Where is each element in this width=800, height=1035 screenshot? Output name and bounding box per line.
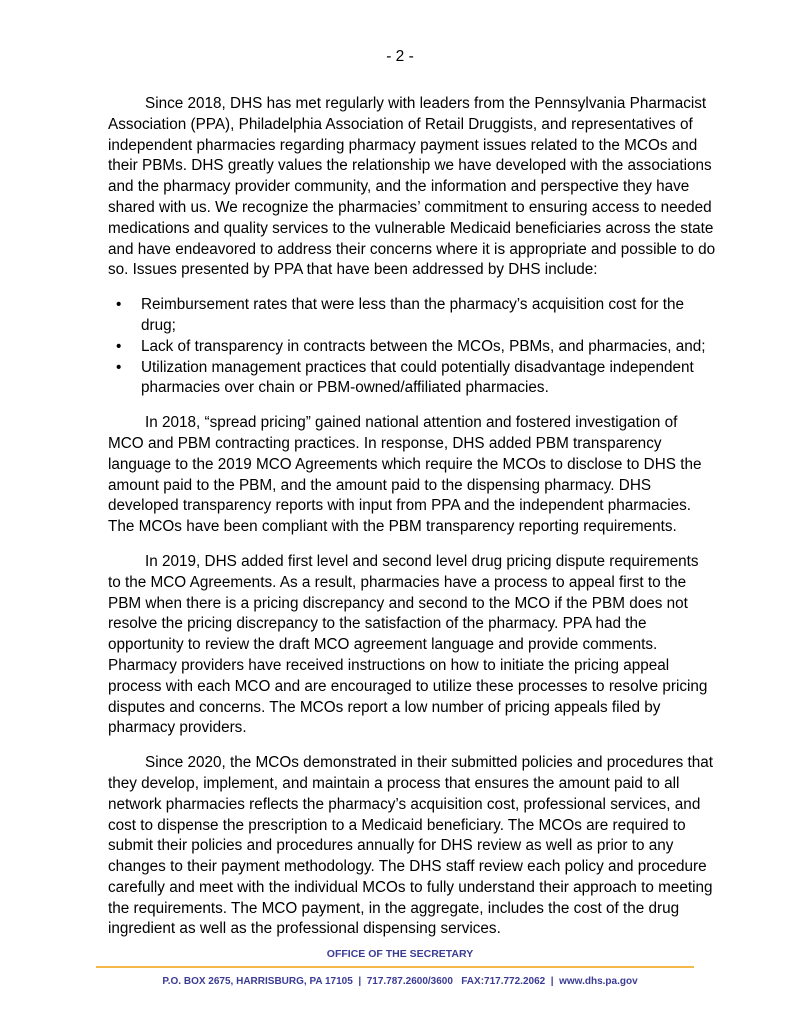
text-line: carefully and meet with the individual MCOs to fully understand their approach to meeting: [108, 878, 713, 896]
text-line: submit their policies and procedures annually for DHS review as well as prior to any: [108, 837, 674, 855]
text-line: disputes and concerns. The MCOs report a low number of pricing appeals filed by: [108, 698, 661, 716]
bullet-icon: •: [116, 337, 122, 355]
text-line: Since 2020, the MCOs demonstrated in their submitted policies and procedures that: [145, 754, 713, 772]
text-line: ingredient as well as the professional dispensing services.: [108, 920, 501, 938]
text-line: and the pharmacy provider community, and the information and perspective they have: [108, 178, 690, 196]
bullet-icon: •: [116, 296, 122, 314]
text-line: Since 2018, DHS has met regularly with leaders from the Pennsylvania Pharmacist: [145, 95, 707, 112]
text-line: resolve the pricing discrepancy to the satisfaction of the pharmacy. PPA had the: [108, 615, 647, 633]
text-line: their PBMs. DHS greatly values the relationship we have developed with the associations: [108, 157, 712, 175]
text-line: independent pharmacies regarding pharmacy payment issues related to the MCOs and: [108, 136, 698, 154]
text-line: MCO and PBM contracting practices. In response, DHS added PBM transparency: [108, 434, 662, 452]
text-line: Reimbursement rates that were less than the pharmacy’s acquisition cost for the: [141, 296, 685, 314]
text-line: network pharmacies reflects the pharmacy’s acquisition cost, professional services, and: [108, 795, 701, 813]
paragraph-1: [108, 94, 748, 281]
text-line: pharmacy providers.: [108, 719, 247, 737]
footer-address: P.O. BOX 2675, HARRISBURG, PA 17105 | 717.787.2600/3600 FAX:717.772.2062 | www.dhs.pa.gov: [162, 976, 638, 987]
text-line: The MCOs have been compliant with the PBM transparency reporting requirements.: [108, 518, 677, 536]
text-line: so. Issues presented by PPA that have been addressed by DHS include:: [108, 261, 598, 279]
text-line: medications and quality services to the vulnerable Medicaid beneficiaries across the state: [108, 219, 714, 237]
text-line: process with each MCO and are encouraged to utilize these processes to resolve pricing: [108, 677, 708, 695]
bullet-icon: •: [116, 358, 122, 376]
issues-list: [108, 295, 748, 399]
text-line: to the MCO Agreements. As a result, pharmacies have a process to appeal first to the: [108, 573, 687, 591]
list-item: [108, 358, 748, 400]
text-line: developed transparency reports with input from PPA and the independent pharmacies.: [108, 497, 692, 515]
text-line: PBM when there is a pricing discrepancy and second to the MCO if the PBM does not: [108, 594, 688, 612]
text-line: cost to dispense the prescription to a Medicaid beneficiary. The MCOs are required to: [108, 816, 686, 834]
text-line: In 2018, “spread pricing” gained national attention and fostered investigation of: [145, 414, 678, 432]
text-line: Lack of transparency in contracts between the MCOs, PBMs, and pharmacies, and;: [141, 337, 706, 355]
text-line: and have endeavored to address their concerns where it is appropriate and possible to do: [108, 240, 716, 258]
text-line: the requirements. The MCO payment, in the aggregate, includes the cost of the drug: [108, 899, 680, 917]
text-line: shared with us. We recognize the pharmacies’ commitment to ensuring access to needed: [108, 198, 712, 216]
text-line: Association (PPA), Philadelphia Association of Retail Druggists, and representatives of: [108, 115, 693, 133]
paragraph-3: [108, 552, 748, 739]
page-number: - 2 -: [386, 48, 414, 65]
list-item: [108, 295, 748, 337]
text-line: they develop, implement, and maintain a process that ensures the amount paid to all: [108, 774, 680, 792]
paragraph-2: [108, 413, 748, 538]
text-line: pharmacies over chain or PBM-owned/affiliated pharmacies.: [141, 379, 549, 397]
list-item: [108, 337, 748, 358]
text-line: drug;: [141, 316, 176, 334]
text-line: language to the 2019 MCO Agreements which require the MCOs to disclose to DHS the: [108, 455, 702, 473]
text-line: Utilization management practices that could potentially disadvantage independent: [141, 358, 694, 376]
text-line: Pharmacy providers have received instructions on how to initiate the pricing appeal: [108, 656, 670, 674]
letter-body: [108, 94, 748, 954]
text-line: changes to their payment methodology. The DHS staff review each policy and procedure: [108, 858, 707, 876]
paragraph-4: [108, 753, 748, 940]
text-line: opportunity to review the draft MCO agreement language and provide comments.: [108, 636, 658, 654]
text-line: amount paid to the PBM, and the amount paid to the dispensing pharmacy. DHS: [108, 476, 652, 494]
text-line: In 2019, DHS added first level and second level drug pricing dispute requirements: [145, 552, 699, 570]
footer-office: OFFICE OF THE SECRETARY: [326, 948, 474, 960]
footer-divider: [96, 966, 694, 968]
